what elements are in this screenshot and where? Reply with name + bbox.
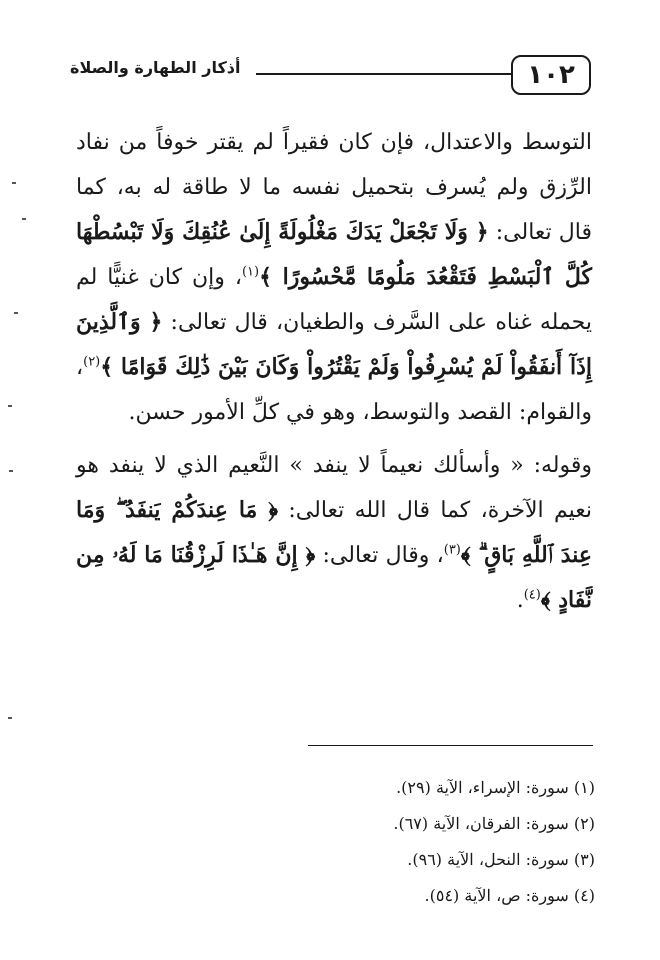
- quran-verse: ﴿ مَا عِندَكُمْ يَنفَدُ ۖ وَمَا عِندَ ٱللَّهِ بَاقٍ ۗ ﴾: [76, 497, 592, 568]
- footnote-rule: [308, 745, 593, 746]
- scan-mark: [8, 717, 12, 719]
- page-number-box: [511, 55, 591, 95]
- footnote: (٢) سورة: الفرقان، الآية (٦٧).: [393, 814, 595, 833]
- scan-mark: [9, 470, 13, 472]
- quran-verse: ﴿ وَٱلَّذِينَ إِذَآ أَنفَقُواْ لَمْ يُسْرِفُواْ وَلَمْ يَقْتُرُواْ وَكَانَ بَيْنَ ذَٰلِكَ قَوَامًا ﴾: [76, 309, 592, 380]
- footnote: (٤) سورة: ص، الآية (٥٤).: [424, 886, 595, 905]
- quran-verse: ﴿ إِنَّ هَـٰذَا لَرِزْقُنَا مَا لَهُۥ مِن نَّفَادٍ ﴾: [76, 542, 592, 613]
- scan-mark: [8, 405, 12, 407]
- body-text-segment: وقوله: « وأسألك نعيماً لا ينفد » النَّعيم الذي لا ينفد هو نعيم الآخرة، كما قال الله تعالى:: [76, 453, 592, 523]
- scan-mark: [22, 218, 26, 220]
- body-text-segment: ، والقوام: القصد والتوسط، وهو في كلِّ الأمور حسن.: [76, 355, 592, 425]
- footnote-reference: (٤): [523, 587, 541, 603]
- paragraph-2: [76, 443, 592, 623]
- body-text-segment: ، وقال تعالى:: [315, 543, 444, 568]
- body-text-segment: التوسط والاعتدال، فإن كان فقيراً لم يقتر خوفاً من نفاد الرِّزق ولم يُسرف بتحميل نفسه ما لا طاقة له به، كما قال تعالى:: [76, 130, 592, 245]
- body-text-segment: ، وإن كان غنيًّا لم يحمله غناه على السَّرف والطغيان، قال تعالى:: [76, 265, 593, 335]
- footnotes: [80, 770, 595, 914]
- footnote: (١) سورة: الإسراء، الآية (٢٩).: [396, 778, 595, 797]
- footnote: (٣) سورة: النحل، الآية (٩٦).: [407, 850, 595, 869]
- body-text: [76, 120, 592, 623]
- footnote-reference: (٢): [83, 354, 101, 370]
- paragraph-1: [76, 120, 592, 435]
- running-title: أذكار الطهارة والصلاة: [70, 58, 241, 77]
- scan-mark: [12, 182, 16, 184]
- footnote-reference: (٣): [443, 542, 461, 558]
- footnote-reference: (١): [241, 264, 260, 280]
- header-rule: [256, 73, 512, 75]
- body-text-segment: .: [516, 588, 524, 613]
- scan-mark: [14, 312, 18, 314]
- page-number: ١٠٢: [527, 60, 575, 90]
- quran-verse: ﴿ وَلَا تَجْعَلْ يَدَكَ مَغْلُولَةً إِلَىٰ عُنُقِكَ وَلَا تَبْسُطْهَا كُلَّ ٱلْبَسْطِ فَتَقْعُدَ مَلُومًا مَّحْسُورًا ﴾: [76, 219, 592, 290]
